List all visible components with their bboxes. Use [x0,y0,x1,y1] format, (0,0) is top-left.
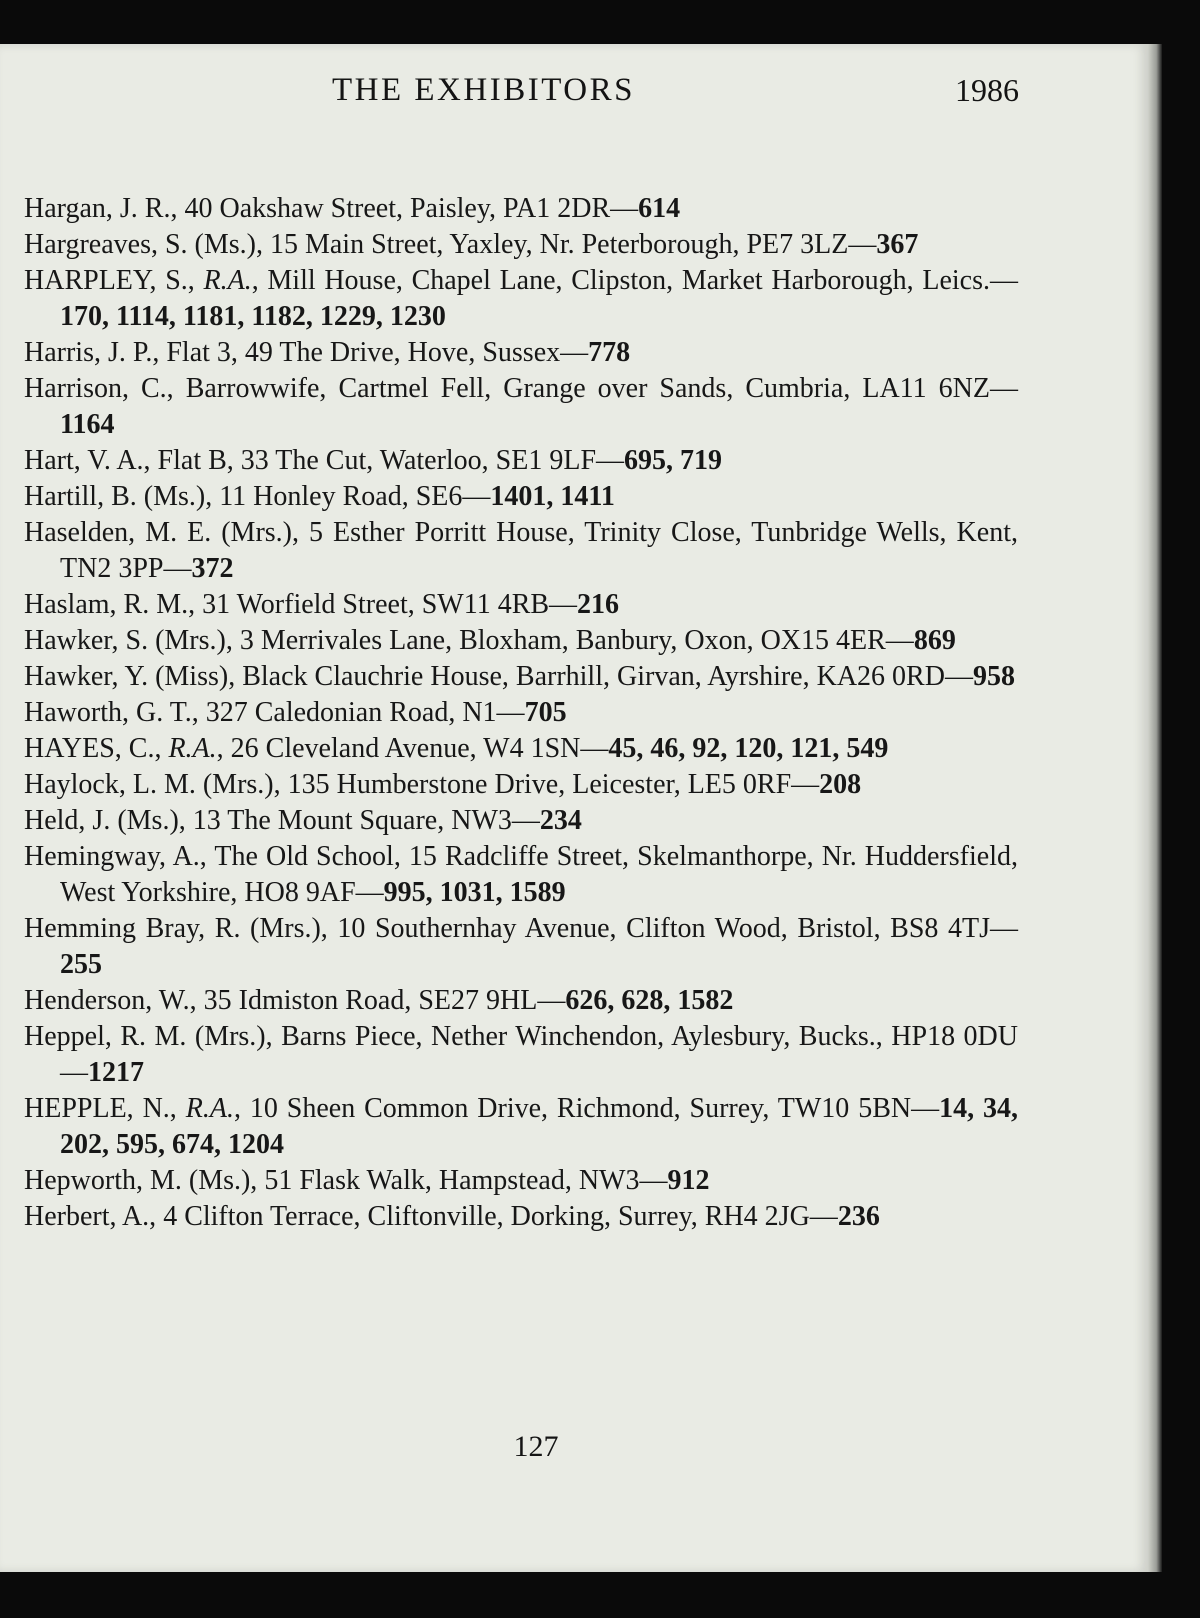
exhibitor-address: 10 Southernhay Avenue, Clifton Wood, Bristol, BS8 4TJ— [327,913,1019,944]
exhibitor-address: 51 Flask Walk, Hampstead, NW3— [257,1165,668,1196]
page-edge-shadow [1148,44,1162,1572]
exhibitor-address: Barns Piece, Nether Winchendon, Aylesbury, Bucks., HP18 0DU— [60,1021,1018,1088]
exhibitor-name: Held, J. (Ms.), [24,805,186,836]
exhibitor-address: , 10 Sheen Common Drive, Richmond, Surrey, TW10 5BN— [233,1093,940,1124]
exhibitor-entry [24,515,1018,587]
exhibitor-entry [24,443,1018,479]
exhibitor-address: Flat 3, 49 The Drive, Hove, Sussex— [159,337,589,368]
exhibitor-name: Hargreaves, S. (Ms.), [24,229,263,260]
exhibitor-name: Harris, J. P., [24,337,160,368]
exhibitor-entry [24,839,1018,911]
exhibitor-address: The Old School, 15 Radcliffe Street, Skelmanthorpe, Nr. Huddersfield, West Yorkshire, HO8 9AF— [60,841,1018,908]
catalogue-numbers: 170, 1114, 1181, 1182, 1229, 1230 [60,301,446,332]
catalogue-numbers: 614 [638,193,681,224]
catalogue-numbers: 626, 628, 1582 [565,985,734,1016]
exhibitor-entry [24,623,1018,659]
catalogue-numbers: 869 [913,625,956,656]
exhibitor-name: Haslam, R. M., [24,589,196,620]
catalogue-numbers: 255 [60,949,102,980]
exhibitor-name: HARPLEY, S., [24,265,195,296]
exhibitor-entry [24,983,1018,1019]
exhibitor-address: 40 Oakshaw Street, Paisley, PA1 2DR— [177,193,639,224]
catalogue-numbers: 958 [972,661,1015,692]
exhibitor-address: 11 Honley Road, SE6— [212,481,491,512]
exhibitor-entry [24,911,1018,983]
academician-title: R.A. [168,733,217,764]
catalogue-numbers: 14, 34, 202, 595, 674, 1204 [60,1093,1019,1160]
academician-title: R.A. [203,265,252,296]
exhibitor-address: 31 Worfield Street, SW11 4RB— [195,589,578,620]
exhibitor-name: Haylock, L. M. (Mrs.), [24,769,281,800]
exhibitor-name: Hemingway, A., [24,841,207,872]
exhibitor-name: Heppel, R. M. (Mrs.), [24,1021,273,1052]
exhibitor-entry [24,227,1018,263]
exhibitor-list [24,191,1018,1235]
exhibitor-entry [24,335,1018,371]
exhibitor-name: Hartill, B. (Ms.), [24,481,213,512]
exhibitor-address: 15 Main Street, Yaxley, Nr. Peterborough, PE7 3LZ— [262,229,877,260]
exhibitor-address: Flat B, 33 The Cut, Waterloo, SE1 9LF— [150,445,625,476]
catalogue-numbers: 1401, 1411 [490,481,615,512]
exhibitor-entry [24,767,1018,803]
exhibitor-name: Harrison, C., [24,373,174,404]
exhibitor-name: Hemming Bray, R. (Mrs.), [24,913,328,944]
exhibitor-name: Hawker, Y. (Miss), [24,661,236,692]
exhibitor-name: Hepworth, M. (Ms.), [24,1165,258,1196]
catalogue-numbers: 705 [524,697,567,728]
exhibitor-name: Hawker, S. (Mrs.), [24,625,233,656]
exhibitor-entry [24,587,1018,623]
exhibitor-address: 327 Caledonian Road, N1— [198,697,525,728]
catalogue-numbers: 1217 [88,1057,144,1088]
exhibitor-entry [24,1163,1018,1199]
exhibitor-address: 35 Idmiston Road, SE27 9HL— [196,985,566,1016]
catalogue-numbers: 234 [539,805,582,836]
catalogue-numbers: 367 [876,229,919,260]
exhibitor-name: Haworth, G. T., [24,697,199,728]
exhibitor-entry [24,263,1018,335]
catalogue-numbers: 216 [577,589,620,620]
exhibitor-address: 3 Merrivales Lane, Bloxham, Banbury, Oxon, OX15 4ER— [232,625,914,656]
exhibitor-entry [24,1091,1018,1163]
catalogue-numbers: 1164 [60,409,115,440]
exhibitor-name: HEPPLE, N., [24,1093,177,1124]
exhibitor-entry [24,731,1018,767]
exhibitor-address: , 26 Cleveland Avenue, W4 1SN— [216,733,609,764]
catalogue-numbers: 208 [819,769,862,800]
catalogue-numbers: 372 [191,553,234,584]
exhibitor-name: Henderson, W., [24,985,197,1016]
exhibitor-entry [24,803,1018,839]
exhibitor-address: 13 The Mount Square, NW3— [185,805,540,836]
academician-title: R.A. [185,1093,234,1124]
exhibitor-entry [24,1199,1018,1235]
catalogue-numbers: 995, 1031, 1589 [383,877,566,908]
exhibitor-entry [24,371,1018,443]
exhibitor-entry [24,1019,1018,1091]
exhibitor-entry [24,695,1018,731]
exhibitor-name: Herbert, A., [24,1201,157,1232]
catalogue-numbers: 236 [837,1201,880,1232]
exhibitor-address: Barrowwife, Cartmel Fell, Grange over Sands, Cumbria, LA11 6NZ— [173,373,1018,404]
exhibitor-name: Haselden, M. E. (Mrs.), [24,517,299,548]
exhibitor-address: 135 Humberstone Drive, Leicester, LE5 0RF— [280,769,820,800]
exhibitor-address: , Mill House, Chapel Lane, Clipston, Market Harborough, Leics.— [251,265,1018,296]
catalogue-numbers: 912 [667,1165,710,1196]
exhibitor-name: Hargan, J. R., [24,193,178,224]
exhibitor-name: Hart, V. A., [24,445,151,476]
page-number: 127 [513,1430,559,1463]
catalogue-numbers: 778 [588,337,631,368]
exhibitor-address: 5 Esther Porritt House, Trinity Close, Tunbridge Wells, Kent, TN2 3PP— [60,517,1018,584]
exhibitor-address: 4 Clifton Terrace, Cliftonville, Dorking, Surrey, RH4 2JG— [156,1201,838,1232]
header-year: 1986 [955,72,1019,108]
exhibitor-entry [24,191,1018,227]
catalogue-numbers: 695, 719 [624,445,723,476]
exhibitor-name: HAYES, C., [24,733,162,764]
exhibitor-entry [24,479,1018,515]
exhibitor-address: Black Clauchrie House, Barrhill, Girvan, Ayrshire, KA26 0RD— [235,661,973,692]
header-title: THE EXHIBITORS [332,72,635,108]
running-header [0,72,1148,122]
exhibitor-entry [24,659,1018,695]
catalogue-numbers: 45, 46, 92, 120, 121, 549 [608,733,889,764]
